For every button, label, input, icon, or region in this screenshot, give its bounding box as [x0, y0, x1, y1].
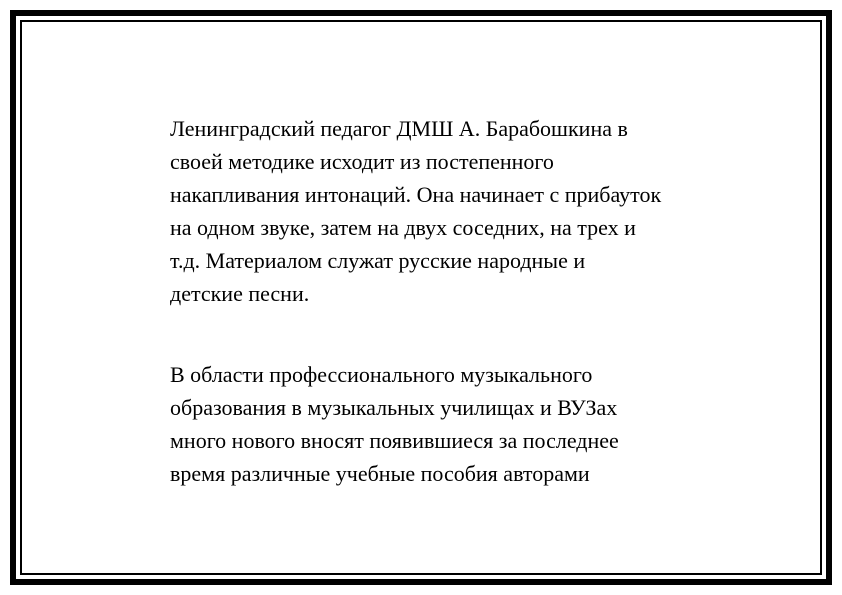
text-line: образования в музыкальных училищах и ВУЗах: [170, 395, 618, 420]
text-line: много нового вносят появившиеся за последнее: [170, 428, 619, 453]
text-line: детские песни.: [170, 281, 310, 306]
text-line: т.д. Материалом служат русские народные и: [170, 248, 586, 273]
text-line: Ленинградский педагог ДМШ А. Барабошкина в: [170, 116, 628, 141]
text-line: своей методике исходит из постепенного: [170, 149, 554, 174]
paragraph-1: [170, 112, 730, 310]
text-line: В области профессионального музыкального: [170, 362, 593, 387]
body-text: [170, 112, 730, 490]
text-line: на одном звуке, затем на двух соседних, на трех и: [170, 215, 636, 240]
paragraph-2: [170, 358, 730, 490]
text-line: накапливания интонаций. Она начинает с прибауток: [170, 182, 662, 207]
text-line: время различные учебные пособия авторами: [170, 461, 590, 486]
